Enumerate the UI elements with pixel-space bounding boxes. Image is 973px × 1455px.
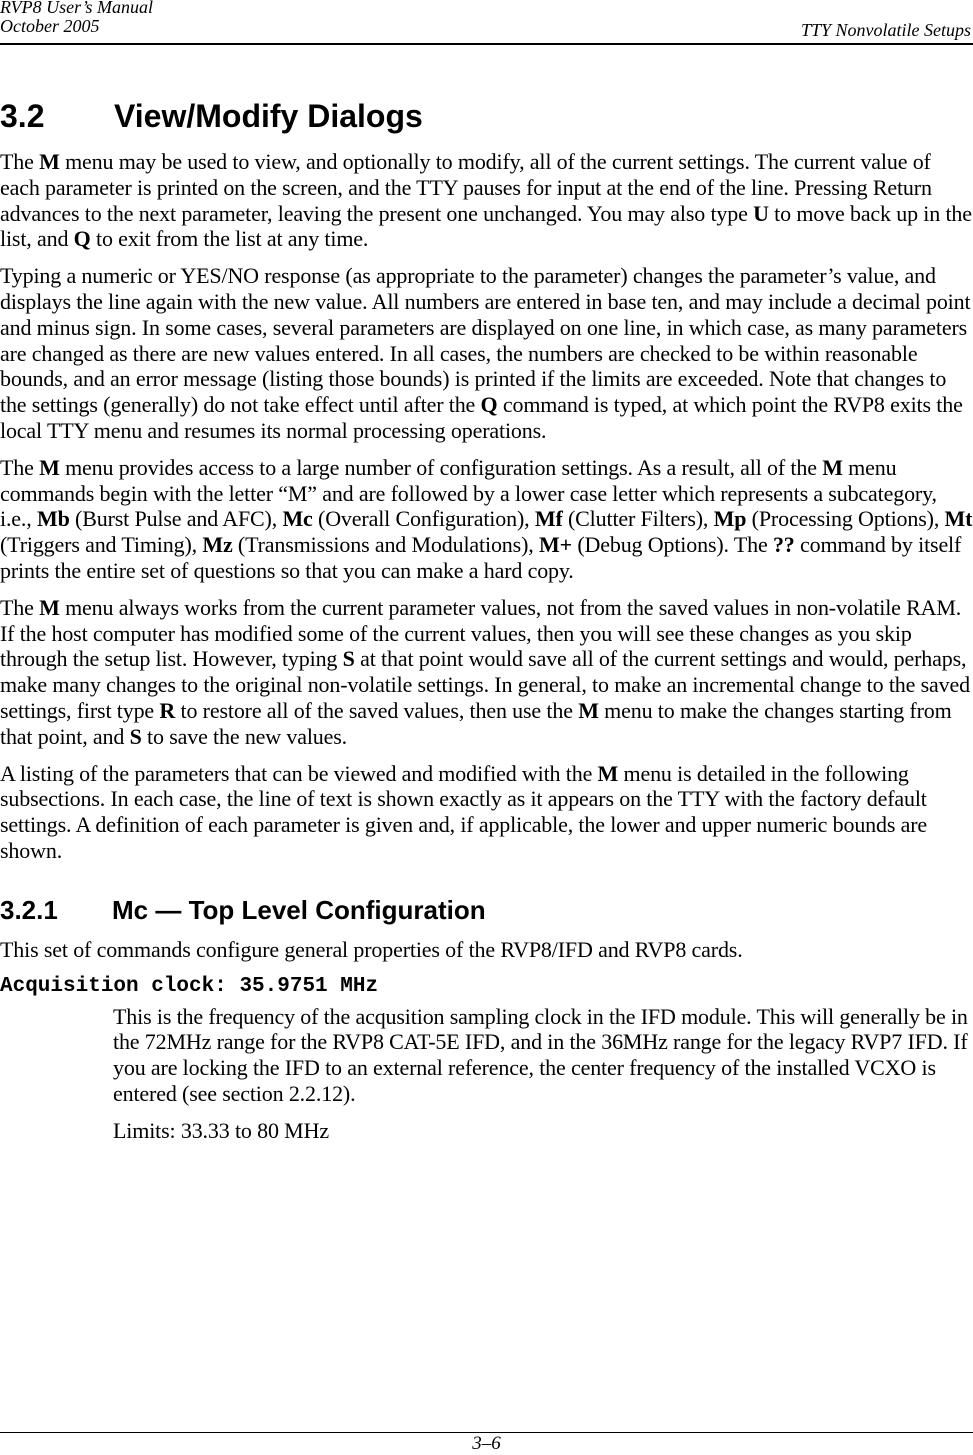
header-rule (0, 43, 973, 45)
bold-command: Q (73, 226, 91, 252)
manual-date: October 2005 (0, 16, 100, 36)
bold-command: ?? (772, 532, 795, 558)
section-title: View/Modify Dialogs (114, 98, 423, 134)
bold-command: M (39, 454, 60, 480)
subsection-title: Mc — Top Level Configuration (112, 894, 486, 925)
subsection-intro: This set of commands configure general properties of the RVP8/IFD and RVP8 cards. (0, 936, 743, 962)
subsection-number: 3.2.1 (0, 894, 58, 925)
bold-command: M (39, 594, 60, 620)
page-header (0, 0, 973, 46)
section-number: 3.2 (0, 98, 45, 134)
body-paragraph: A listing of the parameters that can be viewed and modified with the M menu is detailed in the following subsections. In each case, the line of text is shown exactly as it appears on the TTY with the factory default settings. A definition of each parameter is given and, if applicable, the lower and upper numeric bounds are shown. (0, 760, 928, 863)
bold-command: S (342, 646, 355, 672)
bold-command: Mt (944, 506, 973, 532)
bold-command: S (129, 723, 142, 749)
bold-command: R (159, 697, 176, 723)
tty-parameter-line: Acquisition clock: 35.9751 MHz (0, 974, 379, 998)
bold-command: Q (480, 392, 498, 418)
bold-command: M+ (538, 532, 572, 558)
bold-command: M (597, 760, 619, 786)
parameter-description: This is the frequency of the acqusition sampling clock in the IFD module. This will generally be in the 72MHz range for the RVP8 CAT-5E IFD, and in the 36MHz range for the legacy RVP7 IFD. If you are locking the IFD to an external reference, the center frequency of the installed VCXO is entered (see section 2.2.12). (113, 1003, 968, 1106)
bold-command: U (753, 200, 769, 226)
bold-command: Mp (713, 506, 747, 532)
body-paragraph: Typing a numeric or YES/NO response (as appropriate to the parameter) changes the parameter’s value, and displays the line again with the new value. All numbers are entered in base ten, and may include a decimal point and minus sign. In some cases, several parameters are displayed on one line, in which case, as many parameters are changed as there are new values entered. In all cases, the numbers are checked to be within reasonable bounds, and an error message (listing those bounds) is printed if the limits are exceeded. Note that changes to the settings (generally) do not take effect until after the Q command is typed, at which point the RVP8 exits the local TTY menu and resumes its normal processing operations. (0, 263, 971, 443)
subsection-heading (0, 894, 973, 926)
bold-command: Mc (282, 506, 313, 532)
bold-command: Mf (534, 506, 563, 532)
body-paragraph: The M menu always works from the current parameter values, not from the saved values in non-volatile RAM. If the host computer has modified some of the current values, then you will see these changes as you skip through the setup list. However, typing S at that point would save all of the current settings and would, perhaps, make many changes to the original non-volatile settings. In general, to make an incremental change to the saved settings, first type R to restore all of the saved values, then use the M menu to make the changes starting from that point, and S to save the new values. (0, 594, 970, 749)
body-paragraph: The M menu provides access to a large number of configuration settings. As a result, all of the M menu commands begin with the letter “M” and are followed by a lower case letter which represents a subcategory, i.e., Mb (Burst Pulse and AFC), Mc (Overall Configuration), Mf (Clutter Filters), Mp (Processing Options), Mt (Triggers and Timing), Mz (Transmissions and Modulations), M+ (Debug Options). The ?? command by itself prints the entire set of questions so that you can make a hard copy. (0, 454, 973, 583)
body-paragraph: The M menu may be used to view, and optionally to modify, all of the current settings. The current value of each parameter is printed on the screen, and the TTY pauses for input at the end of the line. Pressing Return advances to the next parameter, leaving the present one unchanged. You may also type U to move back up in the list, and Q to exit from the list at any time. (0, 149, 972, 252)
bold-command: M (578, 697, 599, 723)
bold-command: Mz (202, 532, 233, 558)
parameter-limits: Limits: 33.33 to 80 MHz (113, 1117, 329, 1143)
header-left (0, 0, 153, 36)
manual-title: RVP8 User’s Manual (0, 0, 153, 17)
page-content (0, 96, 973, 1155)
bold-command: M (39, 149, 60, 174)
section-heading (0, 96, 973, 136)
bold-command: Mb (36, 506, 70, 532)
section-running-title: TTY Nonvolatile Setups (800, 20, 971, 40)
bold-command: M (822, 454, 843, 480)
page-number: 3–6 (472, 1433, 501, 1454)
